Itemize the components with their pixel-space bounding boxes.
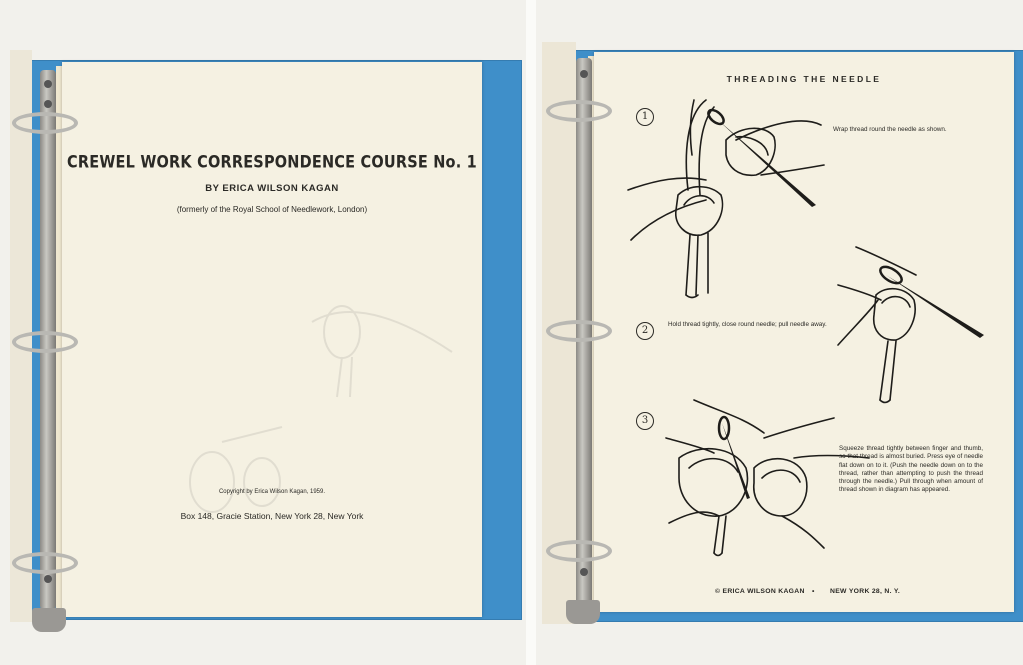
binder-ring-icon <box>546 320 612 342</box>
author-affiliation: (formerly of the Royal School of Needlework, London) <box>176 205 368 214</box>
binder-ring-icon <box>546 100 612 122</box>
right-photo <box>536 0 1023 665</box>
binder-clip <box>32 608 66 632</box>
mailing-address: Box 148, Gracie Station, New York 28, New York <box>180 511 364 521</box>
step-1-number: 1 <box>636 108 654 126</box>
author-line: BY ERICA WILSON KAGAN <box>205 183 339 194</box>
binder-clip <box>566 600 600 624</box>
step-3-number: 3 <box>636 412 654 430</box>
title-page <box>62 62 482 617</box>
binder-ring-icon <box>12 552 78 574</box>
rivet-icon <box>580 568 588 576</box>
rivet-icon <box>580 70 588 78</box>
instruction-title: THREADING THE NEEDLE <box>726 74 882 84</box>
photo-divider <box>526 0 536 665</box>
step-2-text: Hold thread tightly, close round needle; pull needle away. <box>668 321 827 328</box>
footer-address: NEW YORK 28, N. Y. <box>830 588 901 595</box>
step-3-text: Squeeze thread tightly between finger and thumb, so that thread is almost buried. Press eye of needle flat down on to it. (Push the needle down on to the thread, rather than attempting to push the thread through the needle.) Pull through when amount of thread shown in diagram has appeared. <box>839 445 983 494</box>
rivet-icon <box>44 80 52 88</box>
binder-ring-icon <box>12 112 78 134</box>
bleed-through-drawing <box>162 422 302 542</box>
rivet-icon <box>44 100 52 108</box>
page-title: CREWEL WORK CORRESPONDENCE COURSE No. 1 <box>67 153 477 173</box>
bleed-through-drawing <box>302 262 462 402</box>
footer-bullet: • <box>812 588 815 595</box>
binder-ring-icon <box>12 331 78 353</box>
rivet-icon <box>44 575 52 583</box>
footer-copyright: © ERICA WILSON KAGAN <box>715 588 805 595</box>
step-2-number: 2 <box>636 322 654 340</box>
step-1-text: Wrap thread round the needle as shown. <box>833 126 947 133</box>
binder-ring-icon <box>546 540 612 562</box>
step-1-hand-needle-illustration <box>626 95 826 300</box>
copyright-line: Copyright by Erica Wilson Kagan, 1959. <box>218 489 326 495</box>
step-2-hand-needle-illustration <box>836 245 986 405</box>
